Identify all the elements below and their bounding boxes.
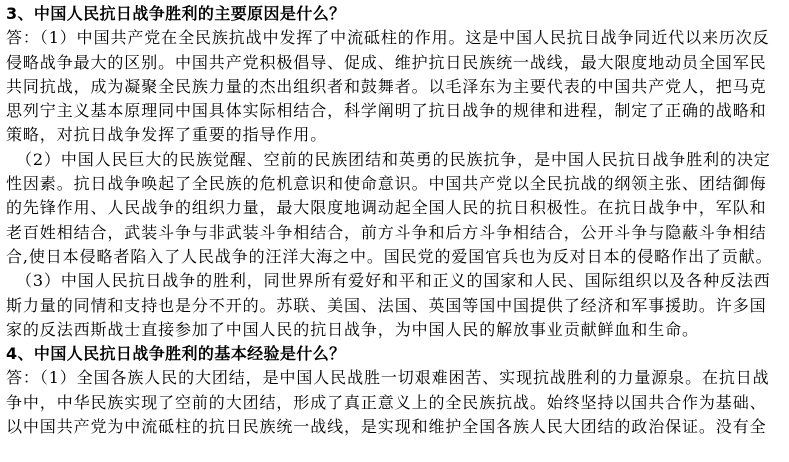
answer-4-line: 以中国共产党为中流砥柱的抗日民族统一战线，是实现和维护全国各族人民大团结的政治保证。没有全	[6, 417, 767, 437]
answer-3-line: 侵略战争最大的区别。中国共产党积极倡导、促成、维护抗日民族统一战线，最大限度地动员全国军民	[6, 52, 767, 72]
answer-3-line: 共同抗战，成为凝聚全民族力量的杰出组织者和鼓舞者。以毛泽东为主要代表的中国共产党人，把马克	[6, 76, 767, 96]
answer-3-line: 思列宁主义基本原理同中国具体实际相结合，科学阐明了抗日战争的规律和进程，制定了正确的战略和	[6, 101, 767, 121]
answer-3-line: 老百姓相结合，武装斗争与非武装斗争相结合，前方斗争和后方斗争相结合，公开斗争与隐蔽斗争相结	[6, 222, 767, 242]
answer-3-line: 性因素。抗日战争唤起了全民族的危机意识和使命意识。中国共产党以全民抗战的纲领主张、团结御侮	[6, 174, 767, 194]
answer-4-line: 争中，中华民族实现了空前的大团结，形成了真正意义上的全民族抗战。始终坚持以国共合作为基础、	[6, 392, 767, 412]
answer-4-line: 答：（1）全国各族人民的大团结，是中国人民战胜一切艰难困苦、实现抗战胜利的力量源泉。在抗日战	[6, 368, 770, 388]
answer-3-line: 斯力量的同情和支持也是分不开的。苏联、美国、法国、英国等国中国提供了经济和军事援助。许多国	[6, 295, 767, 315]
question-4-heading: 4、中国人民抗日战争胜利的基本经验是什么？	[6, 344, 346, 364]
answer-3-line: 答：（1）中国共产党在全民族抗战中发挥了中流砥柱的作用。这是中国人民抗日战争同近代以来历次反	[6, 28, 770, 48]
answer-3-point-3: （3）中国人民抗日战争的胜利，同世界所有爱好和平和正义的国家和人民、国际组织以及各种反法西	[16, 271, 771, 291]
answer-3-line: 策略，对抗日战争发挥了重要的指导作用。	[6, 125, 328, 145]
answer-3-line: 家的反法西斯战士直接参加了中国人民的抗日战争，为中国人民的解放事业贡献鲜血和生命。	[6, 319, 699, 339]
answer-3-line: 的先锋作用、人民战争的组织力量，最大限度地调动起全国人民的抗日积极性。在抗日战争中，军队和	[6, 198, 767, 218]
answer-3-line: 合,使日本侵略者陷入了人民战争的汪洋大海之中。国民党的爱国官兵也为反对日本的侵略作出了贡献。	[6, 246, 773, 266]
question-3-heading: 3、中国人民抗日战争胜利的主要原因是什么？	[6, 4, 346, 23]
answer-3-point-2: （2）中国人民巨大的民族觉醒、空前的民族团结和英勇的民族抗争，是中国人民抗日战争胜利的决定	[16, 149, 771, 169]
